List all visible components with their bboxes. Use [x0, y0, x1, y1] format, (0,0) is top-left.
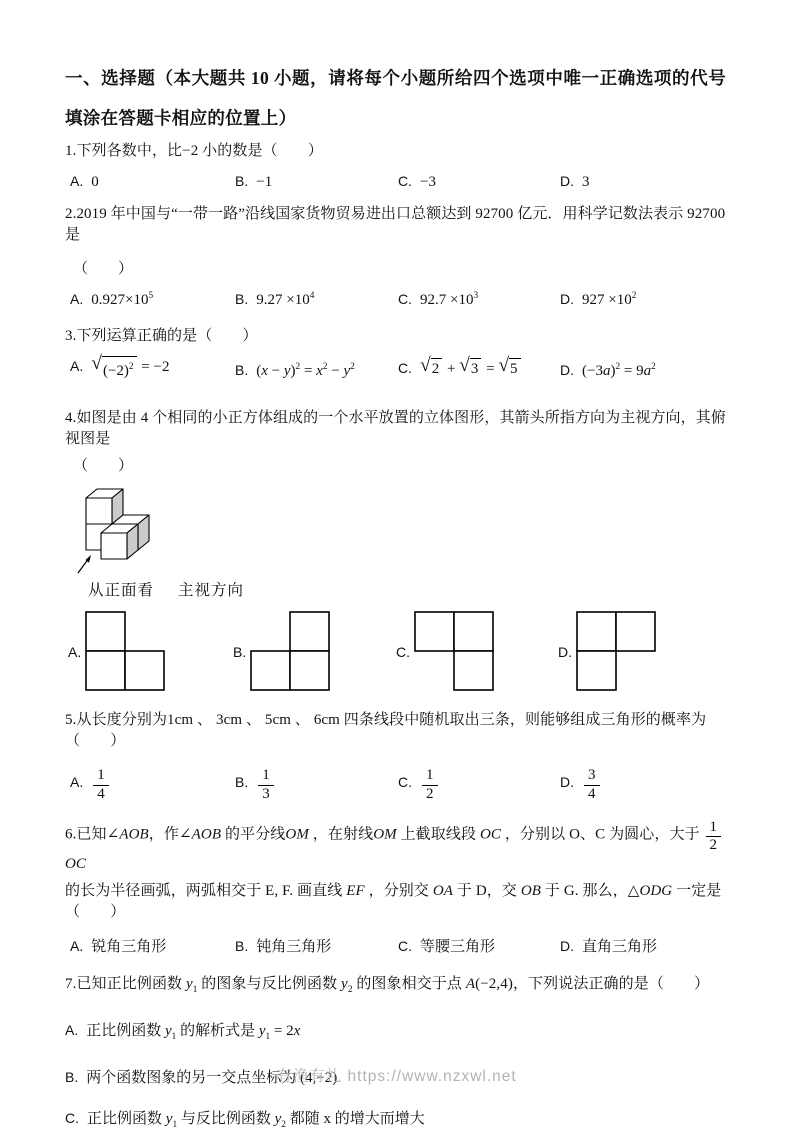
option-label: A. [70, 291, 84, 307]
question-6 [65, 820, 740, 959]
question-6-options [65, 936, 740, 958]
option-body: 锐角三角形 [91, 939, 167, 955]
tromino-figure [85, 611, 166, 692]
option-label: D. [560, 361, 574, 378]
option-body: −3 [420, 174, 436, 190]
option-B [235, 286, 398, 311]
cube-figure-labels [88, 578, 740, 600]
option-body: −1 [256, 174, 273, 190]
option-label: B. [235, 173, 249, 189]
question-1-stem: 1.下列各数中，比−2 小的数是（ ） [65, 143, 323, 159]
option-C [398, 355, 560, 380]
option-body: 钝角三角形 [256, 939, 332, 955]
option-body: $(x - y)^2 = x^2 - y^2$ [256, 361, 355, 379]
page-footer: 有渔有礼 https://www.nzxwl.net [276, 1068, 517, 1085]
question-4-paren: （ ） [73, 458, 134, 474]
option-D [560, 936, 740, 958]
option-label: C. [398, 291, 412, 307]
option-label: D. [558, 643, 572, 660]
question-3-stem: 3.下列运算正确的是（ ） [65, 328, 258, 344]
option-label: D. [560, 773, 574, 790]
option-A [70, 286, 235, 311]
option-label: A. [68, 643, 82, 660]
option-label: A. [70, 358, 84, 374]
option-A [65, 1019, 740, 1048]
figure-option-D [558, 611, 740, 692]
option-label: A. [65, 1022, 79, 1038]
option-label: C. [398, 938, 412, 954]
figure-option-A [68, 611, 233, 692]
option-A [70, 353, 235, 382]
question-1 [65, 141, 740, 193]
option-C [398, 936, 560, 958]
option-body: $9.27 \times 10^4$ [256, 291, 315, 308]
option-B [235, 936, 398, 958]
option-label: A. [70, 938, 84, 954]
option-label: D. [560, 291, 574, 307]
question-7 [65, 974, 740, 1136]
option-body: $0.927\times 10^5$ [91, 291, 154, 308]
option-label: A. [70, 773, 84, 790]
option-body: $\frac{1}{2}$ [420, 775, 440, 791]
option-label: D. [560, 938, 574, 954]
option-B [235, 768, 398, 803]
option-C [398, 286, 560, 311]
question-5-options [65, 768, 740, 803]
option-D [560, 768, 740, 803]
option-body: √ $(-2)^2$ = −2 [91, 359, 169, 375]
option-body: 正比例函数 $y_1$ 与反比例函数 $y_2$ 都随 x 的增大而增大 [87, 1111, 425, 1130]
option-label: B. [235, 773, 249, 790]
question-2-paren: （ ） [73, 261, 134, 277]
question-5-stem: 5.从长度分别为1cm 、 3cm 、 5cm 、 6cm 四条线段中随机取出三条，则能够组成三角形的概率为（ ） [65, 712, 707, 749]
cube-front-right [101, 524, 138, 559]
option-label: B. [235, 291, 249, 307]
option-label: B. [65, 1069, 79, 1085]
option-D [560, 171, 740, 193]
question-2 [65, 204, 740, 311]
option-body: $927 \times 10^2$ [582, 291, 637, 308]
option-D [560, 357, 740, 382]
option-body: $\frac{3}{4}$ [582, 775, 602, 791]
tromino-figure [576, 611, 657, 692]
question-2-stem: 2.2019 年中国与“一带一路”沿线国家货物贸易进出口总额达到 92700 亿元．用科学记数法表示 92700 是 [65, 206, 726, 243]
question-4-figure-options [65, 611, 740, 692]
tromino-figure [414, 611, 495, 692]
option-body: 0 [91, 174, 99, 190]
option-body: $\frac{1}{3}$ [256, 775, 276, 791]
question-2-options [65, 286, 740, 311]
option-C [398, 171, 560, 193]
option-label: D. [560, 173, 574, 189]
option-label: B. [235, 361, 249, 378]
option-label: C. [65, 1110, 79, 1126]
option-label: A. [70, 173, 84, 189]
front-view-arrow [78, 555, 91, 573]
option-D [560, 286, 740, 311]
question-3 [65, 326, 740, 382]
question-4-stem: 4.如图是由 4 个相同的小正方体组成的一个水平放置的立体图形，其箭头所指方向为主视方向，其俯视图是 [65, 410, 726, 447]
cube-figure-wrap [75, 485, 740, 600]
option-label: C. [396, 643, 410, 660]
option-label: C. [398, 173, 412, 189]
option-C [398, 768, 560, 803]
option-label: B. [233, 643, 247, 660]
option-body: 等腰三角形 [420, 939, 496, 955]
option-B [235, 171, 398, 193]
option-A [70, 768, 235, 803]
figure-option-C [396, 611, 558, 692]
option-B [235, 357, 398, 382]
option-A [70, 171, 235, 193]
option-A [70, 936, 235, 958]
question-4 [65, 408, 740, 692]
question-5 [65, 710, 740, 803]
tromino-figure [250, 611, 331, 692]
option-body: $\frac{1}{4}$ [91, 775, 111, 791]
front-view-label: 从正面看 [88, 582, 155, 599]
cube-back-left-top [86, 489, 123, 524]
section-title: 一、选择题（本大题共 10 小题，请将每个小题所给四个选项中唯一正确选项的代号填涂在答题卡相应的位置上） [65, 68, 726, 128]
option-body: $(-3a)^2 = 9a^2$ [582, 361, 656, 379]
option-body: 两个函数图象的另一交点坐标为 (4,−2) [86, 1070, 338, 1086]
option-body: 正比例函数 $y_1$ 的解析式是 $y_1 = 2x$ [86, 1023, 301, 1042]
figure-option-B [233, 611, 396, 692]
cube-figure [75, 485, 179, 577]
question-1-options [65, 171, 740, 193]
option-body: 3 [582, 174, 590, 190]
option-body: 直角三角形 [582, 939, 658, 955]
option-label: C. [398, 773, 412, 790]
option-label: C. [398, 360, 412, 376]
option-body: $92.7 \times 10^3$ [420, 291, 479, 308]
question-6-stem-line2: 的长为半径画弧，两弧相交于 E, F. 画直线 EF ，分别交 OA 于 D，交 OB 于 G. 那么，△ODG 一定是（ ） [65, 883, 722, 920]
option-body: √ 2 + √ 3 = √ 5 [420, 361, 522, 377]
question-7-stem: 7.已知正比例函数 $y_1$ 的图象与反比例函数 $y_2$ 的图象相交于点 A(−2,4)，下列说法正确的是（ ） [65, 976, 710, 995]
question-6-stem-line1: 6.已知∠AOB，作∠AOB 的平分线OM ，在射线OM 上截取线段 OC ，分别以 O、C 为圆心，大于 $\frac{1}{2}$ OC [65, 820, 740, 876]
main-view-label: 主视方向 [178, 582, 245, 599]
option-label: B. [235, 938, 249, 954]
question-3-options [65, 353, 740, 382]
